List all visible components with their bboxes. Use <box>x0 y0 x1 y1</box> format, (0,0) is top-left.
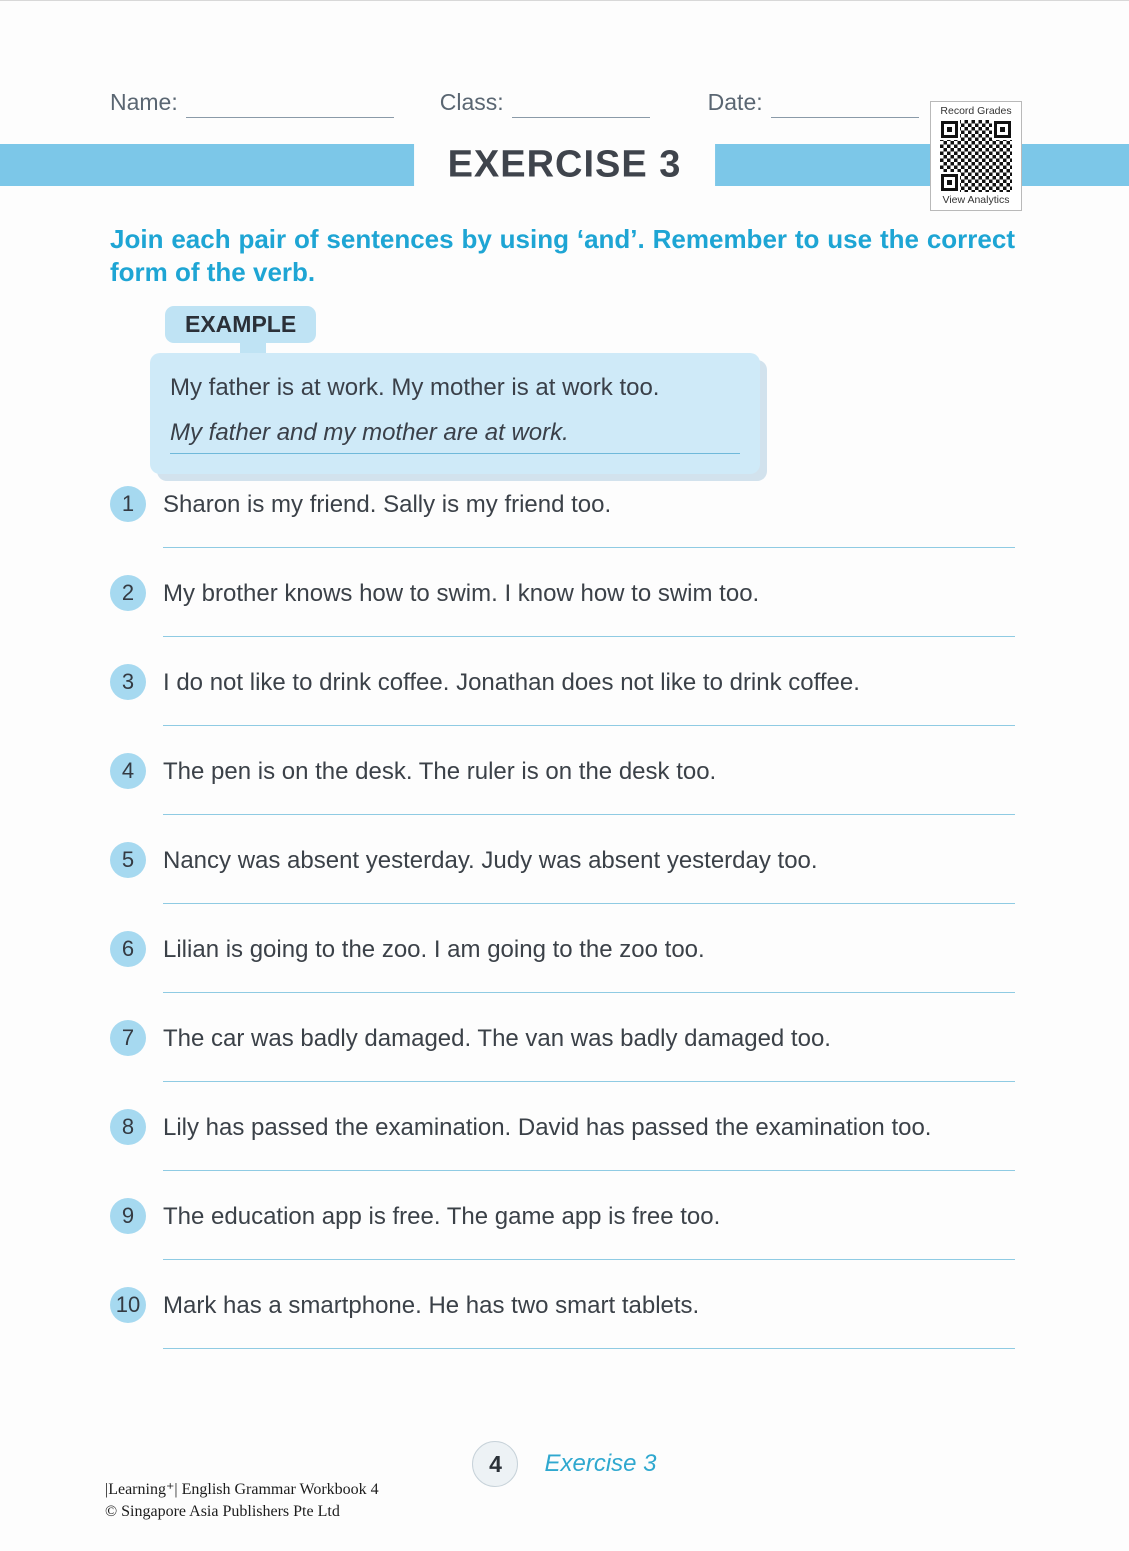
question-row <box>110 1111 1015 1145</box>
question-row <box>110 577 1015 611</box>
example-badge: EXAMPLE <box>165 306 316 343</box>
name-blank-line <box>186 93 394 118</box>
question-text: Lilian is going to the zoo. I am going to the zoo too. <box>163 936 705 963</box>
question-text: I do not like to drink coffee. Jonathan does not like to drink coffee. <box>163 669 860 696</box>
question-number: 5 <box>110 842 146 878</box>
question-row <box>110 844 1015 878</box>
class-blank-line <box>512 93 650 118</box>
question-text: Sharon is my friend. Sally is my friend too. <box>163 491 612 518</box>
worksheet-page <box>0 1 1129 1551</box>
question-number: 8 <box>110 1109 146 1145</box>
qr-block <box>930 101 1022 211</box>
question-text: The pen is on the desk. The ruler is on the desk too. <box>163 758 717 785</box>
name-field <box>110 89 394 118</box>
question-text: Nancy was absent yesterday. Judy was absent yesterday too. <box>163 847 818 874</box>
name-label: Name: <box>110 89 178 115</box>
qr-finder-icon <box>941 121 958 138</box>
question-number: 2 <box>110 575 146 611</box>
qr-finder-icon <box>941 174 958 191</box>
answer-blank-line <box>163 635 1015 637</box>
class-field <box>440 89 678 118</box>
answer-blank-line <box>163 902 1015 904</box>
qr-code-icon <box>940 120 1012 192</box>
question-number: 1 <box>110 486 146 522</box>
date-label: Date: <box>707 89 763 115</box>
instructions-text: Join each pair of sentences by using ‘and’. Remember to use the correct form of the verb. <box>110 224 1015 287</box>
date-field <box>708 89 919 118</box>
question-text: Lily has passed the examination. David has passed the examination too. <box>163 1114 932 1141</box>
publisher-imprint <box>105 1479 379 1523</box>
answer-blank-line <box>163 1347 1015 1349</box>
qr-finder-icon <box>994 121 1011 138</box>
imprint-line-2: © Singapore Asia Publishers Pte Ltd <box>105 1503 340 1520</box>
qr-bottom-caption: View Analytics <box>942 194 1010 206</box>
question-row <box>110 755 1015 789</box>
question-text: My brother knows how to swim. I know how to swim too. <box>163 580 760 607</box>
example-answer: My father and my mother are at work. <box>170 416 740 454</box>
question-text: Mark has a smartphone. He has two smart tablets. <box>163 1292 700 1319</box>
question-text: The education app is free. The game app is free too. <box>163 1203 721 1230</box>
question-number: 4 <box>110 753 146 789</box>
question-row <box>110 1289 1015 1323</box>
page-number: 4 <box>472 1441 518 1487</box>
exercise-title: EXERCISE 3 <box>414 136 716 195</box>
class-label: Class: <box>439 89 504 115</box>
question-number: 9 <box>110 1198 146 1234</box>
answer-blank-line <box>163 546 1015 548</box>
question-row <box>110 1022 1015 1056</box>
question-list <box>110 488 1015 1349</box>
answer-blank-line <box>163 1169 1015 1171</box>
question-row <box>110 488 1015 522</box>
qr-top-caption: Record Grades <box>940 105 1012 117</box>
answer-blank-line <box>163 724 1015 726</box>
example-question: My father is at work. My mother is at work too. <box>170 374 660 401</box>
question-row <box>110 933 1015 967</box>
answer-blank-line <box>163 1080 1015 1082</box>
question-number: 3 <box>110 664 146 700</box>
question-text: The car was badly damaged. The van was badly damaged too. <box>163 1025 831 1052</box>
answer-blank-line <box>163 1258 1015 1260</box>
date-blank-line <box>771 93 919 118</box>
question-number: 10 <box>110 1287 146 1323</box>
footer-exercise-label: Exercise 3 <box>544 1450 657 1477</box>
imprint-line-1: |Learning⁺| English Grammar Workbook 4 <box>105 1481 379 1498</box>
answer-blank-line <box>163 991 1015 993</box>
question-number: 7 <box>110 1020 146 1056</box>
question-row <box>110 666 1015 700</box>
question-row <box>110 1200 1015 1234</box>
question-number: 6 <box>110 931 146 967</box>
example-box <box>150 353 760 474</box>
answer-blank-line <box>163 813 1015 815</box>
header-fields <box>110 89 1014 118</box>
